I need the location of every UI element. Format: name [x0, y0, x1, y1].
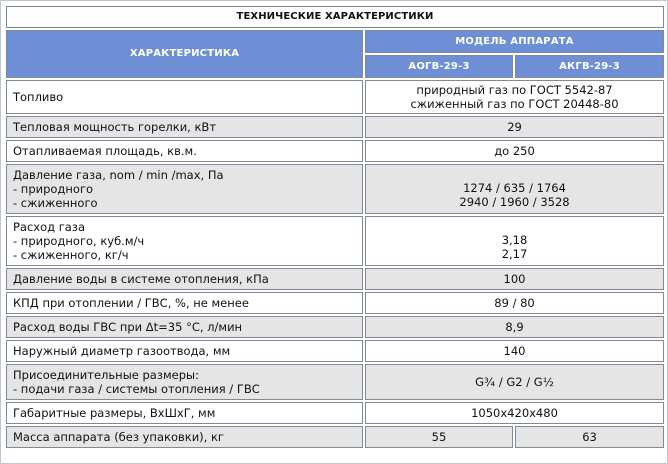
- row-value: [365, 364, 664, 400]
- table-row: [6, 268, 664, 290]
- row-label-line: - природного: [13, 182, 94, 196]
- header-model-a: АОГВ-29-3: [365, 55, 513, 78]
- row-value: [365, 80, 664, 114]
- row-value: [365, 216, 664, 266]
- row-label-line: - сжиженного: [13, 196, 98, 210]
- row-value-line: 140: [503, 344, 526, 358]
- row-label: [6, 140, 363, 162]
- row-value: [365, 316, 664, 338]
- row-label-line: Расход воды ГВС при Δt=35 °С, л/мин: [13, 320, 243, 334]
- table-row: [6, 340, 664, 362]
- row-value-line: до 250: [494, 144, 535, 158]
- row-label: [6, 116, 363, 138]
- row-value-line: 2940 / 1960 / 3528: [459, 195, 570, 209]
- row-label: [6, 164, 363, 214]
- mass-label: Масса аппарата (без упаковки), кг: [6, 426, 363, 448]
- specs-table: [4, 4, 666, 450]
- table-row: [6, 216, 664, 266]
- header-model-b: АКГВ-29-3: [515, 55, 664, 78]
- row-value-line: 29: [507, 120, 522, 134]
- row-label: [6, 316, 363, 338]
- table-row: [6, 292, 664, 314]
- row-label: [6, 80, 363, 114]
- row-label-line: - природного, куб.м/ч: [13, 234, 145, 248]
- table-row: [6, 140, 664, 162]
- row-label-line: Топливо: [13, 90, 64, 104]
- row-value: [365, 140, 664, 162]
- header-model: МОДЕЛЬ АППАРАТА: [365, 30, 664, 53]
- mass-value-aogv: 55: [365, 426, 513, 448]
- row-value-line: 8,9: [505, 320, 524, 334]
- row-value: [365, 340, 664, 362]
- row-label: [6, 402, 363, 424]
- table-row: [6, 316, 664, 338]
- table-title: ТЕХНИЧЕСКИЕ ХАРАКТЕРИСТИКИ: [6, 6, 664, 28]
- row-value-line: 2,17: [501, 247, 528, 261]
- row-label-line: Наружный диаметр газоотвода, мм: [13, 344, 231, 358]
- row-value: [365, 164, 664, 214]
- table-row: [6, 426, 664, 448]
- row-value: [365, 116, 664, 138]
- table-row: [6, 116, 664, 138]
- row-label: [6, 364, 363, 400]
- row-value-line: 3,18: [501, 233, 528, 247]
- row-label-line: Присоединительные размеры:: [13, 368, 199, 382]
- row-label-line: Отапливаемая площадь, кв.м.: [13, 144, 197, 158]
- row-label-line: Давление газа, nom / min /max, Па: [13, 168, 224, 182]
- row-label-line: Расход газа: [13, 220, 86, 234]
- row-value-line: G¾ / G2 / G½: [475, 375, 554, 389]
- row-value: [365, 292, 664, 314]
- table-row: [6, 80, 664, 114]
- row-value-line: 89 / 80: [494, 296, 535, 310]
- row-value-line: 1050x420x480: [471, 406, 558, 420]
- row-label-line: - сжиженного, кг/ч: [13, 248, 129, 262]
- table-row: [6, 164, 664, 214]
- row-label-line: Давление воды в системе отопления, кПа: [13, 272, 269, 286]
- row-label-line: Габаритные размеры, ВхШхГ, мм: [13, 406, 216, 420]
- table-row: [6, 364, 664, 400]
- row-label: [6, 292, 363, 314]
- header-characteristic: ХАРАКТЕРИСТИКА: [6, 30, 363, 78]
- row-value-line: 100: [503, 272, 526, 286]
- row-label-line: КПД при отоплении / ГВС, %, не менее: [13, 296, 249, 310]
- row-label: [6, 340, 363, 362]
- mass-value-akgv: 63: [515, 426, 664, 448]
- row-label: [6, 268, 363, 290]
- row-label-line: Тепловая мощность горелки, кВт: [13, 120, 217, 134]
- row-label: [6, 216, 363, 266]
- row-value: [365, 402, 664, 424]
- row-label-line: - подачи газа / системы отопления / ГВС: [13, 382, 260, 396]
- row-value-line: сжиженный газ по ГОСТ 20448-80: [410, 97, 619, 111]
- table-row: [6, 402, 664, 424]
- row-value-line: природный газ по ГОСТ 5542-87: [416, 83, 613, 97]
- row-value: [365, 268, 664, 290]
- row-value-line: 1274 / 635 / 1764: [463, 181, 566, 195]
